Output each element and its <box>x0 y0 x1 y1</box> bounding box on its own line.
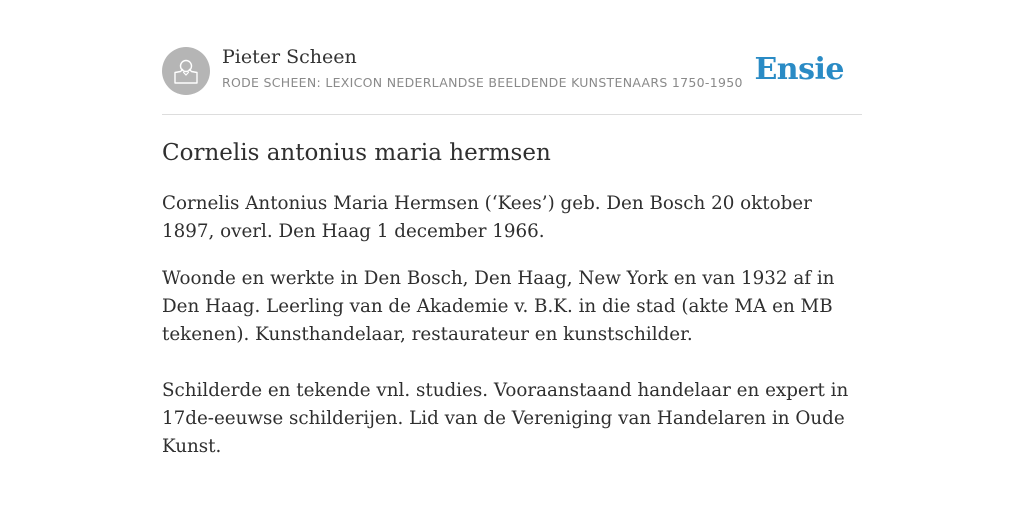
article-card <box>162 0 862 512</box>
author-avatar[interactable] <box>162 47 210 95</box>
source-label[interactable]: RODE SCHEEN: LEXICON NEDERLANDSE BEELDENDE KUNSTENAARS 1750-1950 <box>222 75 743 90</box>
author-name[interactable]: Pieter Scheen <box>222 46 357 68</box>
ensie-logo[interactable]: Ensie <box>754 52 844 87</box>
article-paragraph: Woonde en werkte in Den Bosch, Den Haag, New York en van 1932 af in Den Haag. Leerling van de Akademie v. B.K. in die stad (akte MA en MB tekenen). Kunsthandelaar, restaurateur en kunstschilder. <box>162 268 835 345</box>
article-header <box>162 0 862 115</box>
user-avatar-icon <box>171 56 201 86</box>
article-paragraph: Schilderde en tekende vnl. studies. Vooraanstaand handelaar en expert in 17de-eeuwse schilderijen. Lid van de Vereniging van Handelaren in Oude Kunst. <box>162 380 849 457</box>
article-body <box>162 190 862 461</box>
article-paragraph: Cornelis Antonius Maria Hermsen (‘Kees’) geb. Den Bosch 20 oktober 1897, overl. Den Haag 1 december 1966. <box>162 193 812 242</box>
article-title: Cornelis antonius maria hermsen <box>162 140 551 166</box>
